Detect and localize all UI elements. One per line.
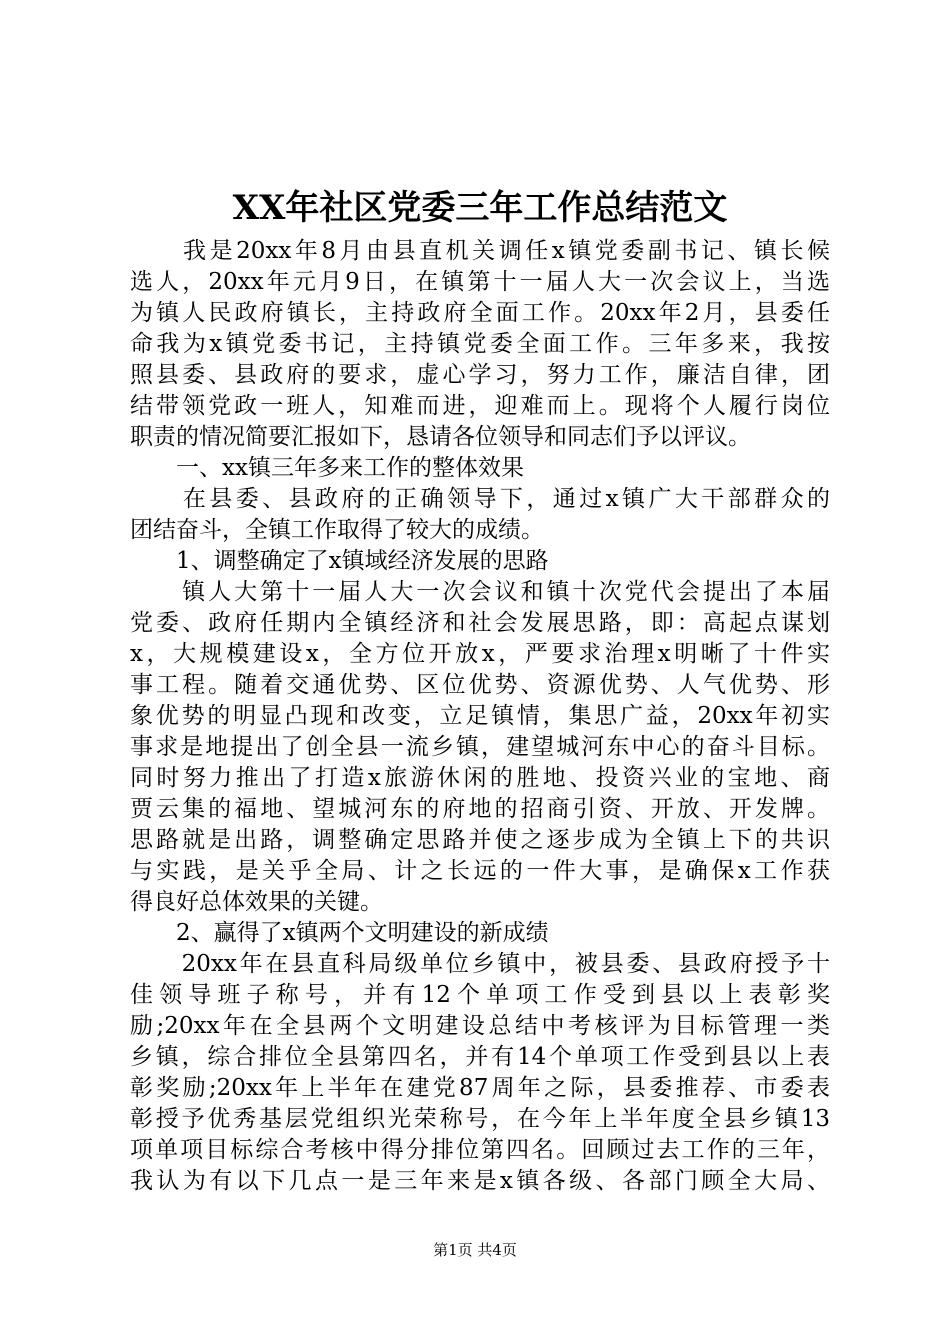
page-footer: 第1页 共4页: [433, 1241, 517, 1259]
document-body: [130, 236, 830, 1197]
text-line: 2、赢得了x镇两个文明建设的新成绩: [130, 920, 549, 946]
text-line: 同时努力推出了打造x旅游休闲的胜地、投资兴业的宝地、商: [130, 765, 830, 791]
text-line: 乡镇，综合排位全县第四名，并有14个单项工作受到县以上表: [130, 1044, 830, 1070]
text-line: 象优势的明显凸现和改变，立足镇情，集思广益，20xx年初实: [130, 703, 830, 729]
text-line: 镇人大第十一届人大一次会议和镇十次党代会提出了本届: [130, 579, 830, 605]
text-line: 事工程。随着交通优势、区位优势、资源优势、人气优势、形: [130, 672, 830, 698]
text-line: 职责的情况简要汇报如下，恳请各位领导和同志们予以评议。: [130, 424, 751, 450]
text-line: 在县委、县政府的正确领导下，通过x镇广大干部群众的: [130, 486, 830, 512]
text-line: 一、xx镇三年多来工作的整体效果: [130, 455, 524, 481]
text-line: 贾云集的福地、望城河东的府地的招商引资、开放、开发牌。: [130, 796, 830, 822]
text-line: 党委、政府任期内全镇经济和社会发展思路，即：高起点谋划: [130, 610, 830, 636]
text-line: 我认为有以下几点一是三年来是x镇各级、各部门顾全大局、: [130, 1168, 830, 1194]
text-line: 彰授予优秀基层党组织光荣称号，在今年上半年度全县乡镇13: [130, 1106, 830, 1132]
text-line: 事求是地提出了创全县一流乡镇，建望城河东中心的奋斗目标。: [130, 734, 830, 760]
text-line: 彰奖励;20xx年上半年在建党87周年之际，县委推荐、市委表: [130, 1075, 830, 1101]
text-line: 1、调整确定了x镇域经济发展的思路: [130, 548, 549, 574]
text-line: 照县委、县政府的要求，虚心学习，努力工作，廉洁自律，团: [130, 362, 830, 388]
text-line: 选人，20xx年元月9日，在镇第十一届人大一次会议上，当选: [130, 269, 830, 295]
text-line: 与实践，是关乎全局、计之长远的一件大事，是确保x工作获: [130, 858, 830, 884]
text-line: x，大规模建设x，全方位开放x，严要求治理x明晰了十件实: [130, 641, 830, 667]
text-line: 团结奋斗，全镇工作取得了较大的成绩。: [130, 517, 544, 543]
text-line: 思路就是出路，调整确定思路并使之逐步成为全镇上下的共识: [130, 827, 830, 853]
text-line: 项单项目标综合考核中得分排位第四名。回顾过去工作的三年，: [130, 1137, 830, 1163]
text-line: 20xx年在县直科局级单位乡镇中，被县委、县政府授予十: [130, 951, 830, 977]
text-line: 结带领党政一班人，知难而进，迎难而上。现将个人履行岗位: [130, 393, 830, 419]
text-line: 得良好总体效果的关键。: [130, 889, 383, 915]
text-line: 佳领导班子称号，并有12个单项工作受到县以上表彰奖: [130, 982, 830, 1008]
text-line: 为镇人民政府镇长，主持政府全面工作。20xx年2月，县委任: [130, 300, 830, 326]
document-title: XX年社区党委三年工作总结范文: [232, 188, 728, 228]
text-line: 命我为x镇党委书记，主持镇党委全面工作。三年多来，我按: [130, 331, 830, 357]
text-line: 我是20xx年8月由县直机关调任x镇党委副书记、镇长候: [130, 238, 830, 264]
text-line: 励;20xx年在全县两个文明建设总结中考核评为目标管理一类: [130, 1013, 830, 1039]
